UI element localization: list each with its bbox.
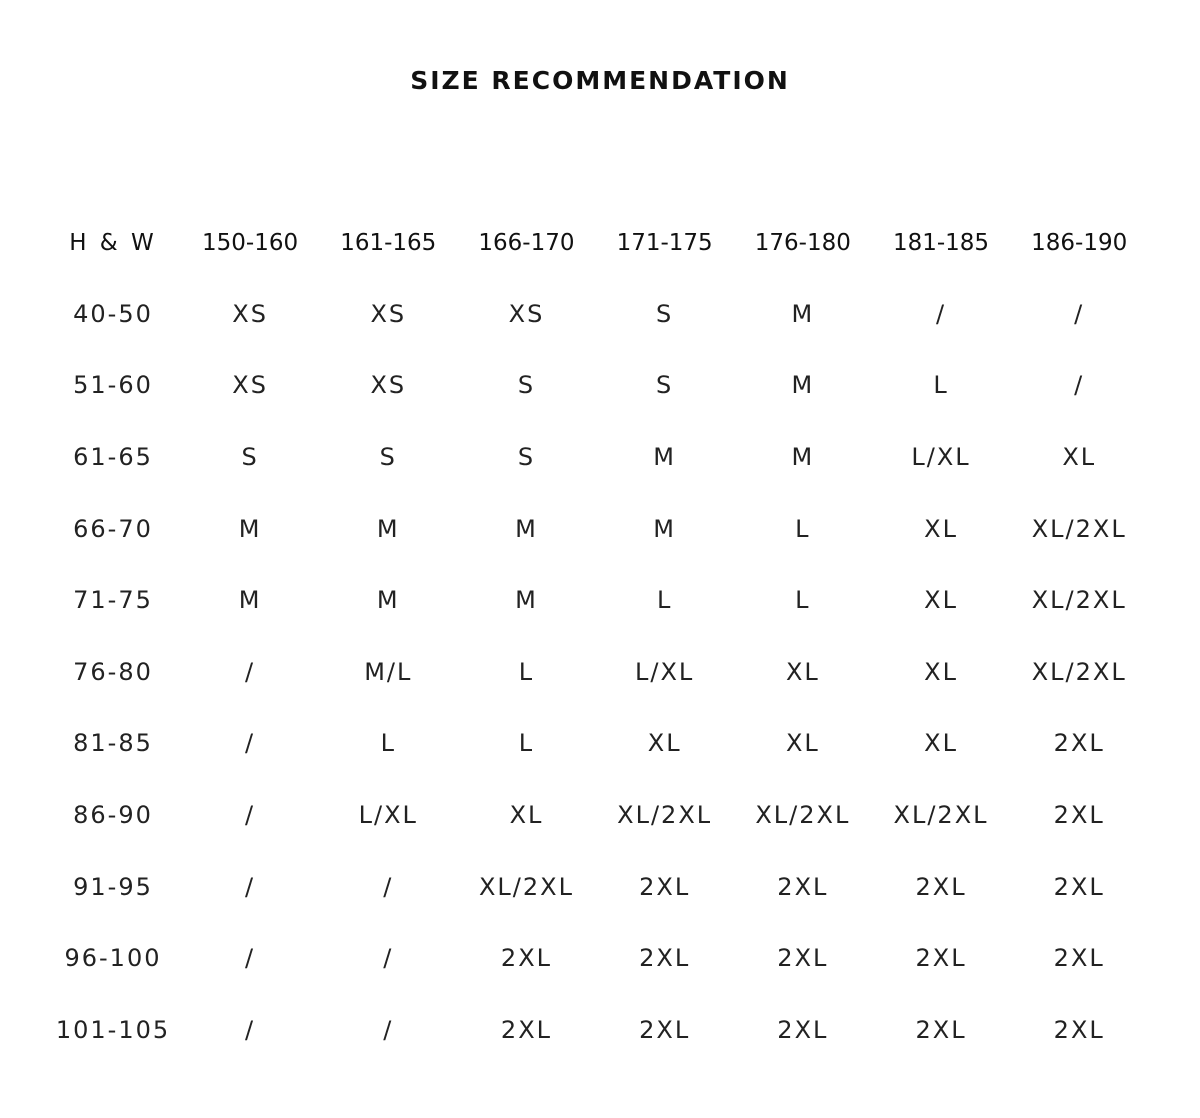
row-weight-range: 81-85 <box>73 729 153 758</box>
table-row <box>45 564 1148 636</box>
header-height-range: 171-175 <box>616 230 713 256</box>
size-cell: 2XL <box>500 944 553 973</box>
size-cell: S <box>656 299 674 328</box>
table-row <box>45 708 1148 780</box>
size-cell: M <box>376 514 400 543</box>
size-cell: 2XL <box>915 944 967 973</box>
size-cell: M/L <box>364 657 413 686</box>
size-cell: S <box>517 371 536 400</box>
row-weight-range: 71-75 <box>73 586 153 615</box>
size-cell: / <box>245 800 256 829</box>
size-cell: XS <box>232 299 268 328</box>
row-weight-range: 86-90 <box>73 800 153 829</box>
table-row <box>45 421 1148 493</box>
size-cell: 2XL <box>1053 872 1105 901</box>
size-cell: S <box>241 442 259 471</box>
size-cell: L <box>795 586 811 615</box>
header-height-range: 166-170 <box>478 230 575 256</box>
size-cell: S <box>379 442 397 471</box>
size-cell: XL <box>924 514 958 543</box>
size-cell: XL <box>785 729 820 758</box>
table-row <box>45 922 1148 994</box>
page-title: SIZE RECOMMENDATION <box>410 66 790 95</box>
table-row <box>45 278 1148 350</box>
size-cell: XL/2XL <box>617 800 713 829</box>
size-cell: 2XL <box>777 1015 829 1044</box>
size-cell: XL <box>647 729 682 758</box>
size-cell: M <box>791 299 815 328</box>
size-cell: / <box>245 872 256 901</box>
size-cell: L/XL <box>635 657 695 686</box>
size-cell: / <box>245 657 256 686</box>
table-row <box>45 994 1148 1066</box>
size-cell: L/XL <box>911 442 971 471</box>
header-height-range: 176-180 <box>754 230 851 256</box>
size-cell: / <box>383 1015 394 1044</box>
row-weight-range: 40-50 <box>73 299 153 328</box>
size-cell: L <box>380 729 396 758</box>
size-cell: XL <box>785 657 820 686</box>
size-cell: 2XL <box>915 872 967 901</box>
size-cell: L <box>795 514 811 543</box>
size-cell: 2XL <box>1053 729 1105 758</box>
size-cell: L <box>518 729 535 758</box>
size-cell: / <box>383 944 394 973</box>
size-cell: / <box>1074 371 1085 400</box>
size-cell: XL <box>924 586 958 615</box>
size-cell: / <box>245 729 256 758</box>
size-cell: 2XL <box>500 1015 553 1044</box>
table-row <box>45 493 1148 565</box>
size-cell: 2XL <box>1053 800 1105 829</box>
size-cell: M <box>376 586 400 615</box>
table-row <box>45 779 1148 851</box>
size-cell: M <box>791 442 815 471</box>
size-cell: XS <box>370 299 407 328</box>
size-cell: M <box>515 514 538 543</box>
table-body <box>45 278 1148 1066</box>
size-cell: / <box>245 1015 256 1044</box>
size-cell: M <box>238 586 262 615</box>
size-cell: 2XL <box>639 1015 691 1044</box>
size-cell: L/XL <box>358 800 418 829</box>
row-weight-range: 101-105 <box>55 1015 171 1044</box>
row-weight-range: 91-95 <box>73 872 153 901</box>
size-cell: / <box>245 944 256 973</box>
size-cell: 2XL <box>777 872 829 901</box>
size-cell: XL <box>1062 442 1097 471</box>
size-cell: XL/2XL <box>755 800 851 829</box>
size-cell: XS <box>370 371 407 400</box>
table-row <box>45 636 1148 708</box>
row-weight-range: 61-65 <box>73 442 153 471</box>
header-height-range: 161-165 <box>340 230 437 256</box>
header-height-range: 181-185 <box>892 230 990 256</box>
size-cell: 2XL <box>639 872 691 901</box>
size-cell: L <box>656 586 673 615</box>
size-cell: M <box>653 442 677 471</box>
header-corner-hw: H & W <box>69 230 157 256</box>
size-cell: / <box>383 872 394 901</box>
size-cell: XL/2XL <box>1031 514 1127 543</box>
size-cell: XS <box>232 371 268 400</box>
size-cell: L <box>933 371 949 400</box>
row-weight-range: 96-100 <box>64 944 162 973</box>
size-cell: XL/2XL <box>1031 586 1127 615</box>
size-cell: M <box>515 586 538 615</box>
header-height-range: 186-190 <box>1031 230 1128 256</box>
size-cell: M <box>791 371 815 400</box>
size-cell: XL/2XL <box>893 800 989 829</box>
size-cell: S <box>656 371 674 400</box>
size-cell: 2XL <box>1053 944 1105 973</box>
size-cell: XL <box>924 657 958 686</box>
size-cell: M <box>653 514 677 543</box>
row-weight-range: 76-80 <box>73 657 153 686</box>
size-cell: S <box>517 442 536 471</box>
size-cell: XL/2XL <box>478 872 574 901</box>
size-cell: XL <box>924 729 958 758</box>
size-cell: M <box>238 514 262 543</box>
size-cell: / <box>1074 299 1085 328</box>
table-row <box>45 350 1148 422</box>
size-cell: XL <box>509 800 544 829</box>
size-cell: XL/2XL <box>1031 657 1127 686</box>
row-weight-range: 66-70 <box>73 514 153 543</box>
header-height-range: 150-160 <box>202 230 299 256</box>
size-cell: 2XL <box>639 944 691 973</box>
size-cell: 2XL <box>915 1015 967 1044</box>
size-cell: / <box>935 299 947 328</box>
table-header-row <box>45 208 1148 278</box>
size-cell: XS <box>508 299 545 328</box>
row-weight-range: 51-60 <box>73 371 153 400</box>
size-cell: 2XL <box>777 944 829 973</box>
size-cell: L <box>518 657 535 686</box>
size-cell: 2XL <box>1053 1015 1105 1044</box>
table-row <box>45 851 1148 923</box>
size-recommendation-table <box>45 208 1148 1066</box>
